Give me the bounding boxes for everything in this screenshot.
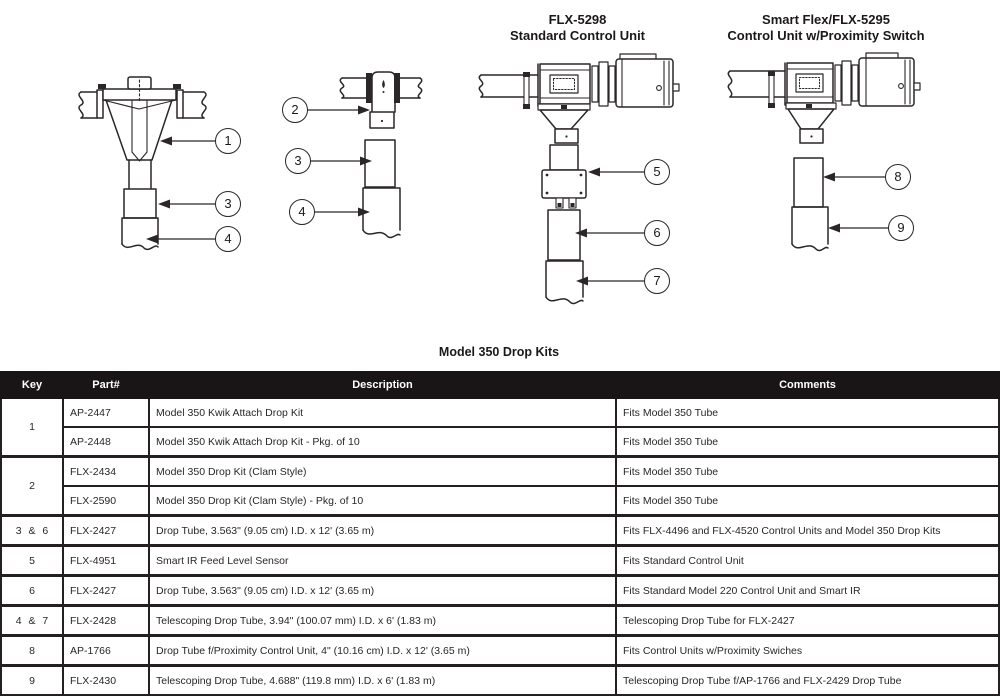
callout-8: 8 <box>885 164 911 190</box>
callout-6: 6 <box>644 220 670 246</box>
comments-cell: Fits Model 350 Tube <box>616 427 999 457</box>
column-header-key: Key <box>1 372 63 398</box>
comments-cell: Fits Standard Model 220 Control Unit and Smart IR <box>616 576 999 606</box>
callout-arrows <box>146 106 888 286</box>
diagram-title-line1: Smart Flex/FLX-5295 <box>762 12 890 27</box>
column-header-description: Description <box>149 372 616 398</box>
diagram-clam-style-drop-kit <box>340 72 421 238</box>
key-cell: 8 <box>1 636 63 666</box>
part-cell: AP-1766 <box>63 636 149 666</box>
description-cell: Model 350 Drop Kit (Clam Style) - Pkg. of 10 <box>149 486 616 516</box>
description-cell: Drop Tube f/Proximity Control Unit, 4" (10.16 cm) I.D. x 12' (3.65 m) <box>149 636 616 666</box>
table-row <box>1 606 999 636</box>
diagram-kwik-attach-drop-kit <box>79 77 206 249</box>
table-row <box>1 576 999 606</box>
part-cell: AP-2447 <box>63 398 149 427</box>
drop-kit-diagrams <box>0 0 998 345</box>
comments-cell: Fits Model 350 Tube <box>616 486 999 516</box>
part-cell: FLX-2590 <box>63 486 149 516</box>
comments-cell: Fits FLX-4496 and FLX-4520 Control Units and Model 350 Drop Kits <box>616 516 999 546</box>
callout-9: 9 <box>888 215 914 241</box>
key-cell: 5 <box>1 546 63 576</box>
callout-3-kit2: 3 <box>285 148 311 174</box>
column-header-part: Part# <box>63 372 149 398</box>
comments-cell: Fits Model 350 Tube <box>616 398 999 427</box>
comments-cell: Telescoping Drop Tube for FLX-2427 <box>616 606 999 636</box>
part-cell: FLX-2428 <box>63 606 149 636</box>
diagram-title-proximity-control-unit <box>698 12 954 44</box>
key-cell: 3 & 6 <box>1 516 63 546</box>
table-title: Model 350 Drop Kits <box>438 345 560 359</box>
comments-cell: Fits Control Units w/Proximity Swiches <box>616 636 999 666</box>
comments-cell: Fits Standard Control Unit <box>616 546 999 576</box>
key-cell: 4 & 7 <box>1 606 63 636</box>
description-cell: Telescoping Drop Tube, 3.94" (100.07 mm) I.D. x 6' (1.83 m) <box>149 606 616 636</box>
part-cell: FLX-2434 <box>63 457 149 487</box>
callout-4-kit2: 4 <box>289 199 315 225</box>
description-cell: Drop Tube, 3.563" (9.05 cm) I.D. x 12' (3.65 m) <box>149 516 616 546</box>
callout-5: 5 <box>644 159 670 185</box>
diagram-title-standard-control-unit <box>460 12 695 44</box>
part-cell: FLX-2427 <box>63 576 149 606</box>
callout-2: 2 <box>282 97 308 123</box>
callout-1: 1 <box>215 128 241 154</box>
table-row <box>1 516 999 546</box>
description-cell: Model 350 Kwik Attach Drop Kit <box>149 398 616 427</box>
table-row <box>1 457 999 487</box>
callout-4-kit1: 4 <box>215 226 241 252</box>
part-cell: FLX-2427 <box>63 516 149 546</box>
key-cell: 1 <box>1 398 63 457</box>
table-row <box>1 666 999 696</box>
table-row <box>1 486 999 516</box>
key-cell: 2 <box>1 457 63 516</box>
key-cell: 6 <box>1 576 63 606</box>
description-cell: Telescoping Drop Tube, 4.688" (119.8 mm) I.D. x 6' (1.83 m) <box>149 666 616 696</box>
part-cell: AP-2448 <box>63 427 149 457</box>
diagram-title-line2: Standard Control Unit <box>509 28 646 43</box>
comments-cell: Fits Model 350 Tube <box>616 457 999 487</box>
column-header-comments: Comments <box>616 372 999 398</box>
description-cell: Smart IR Feed Level Sensor <box>149 546 616 576</box>
description-cell: Model 350 Drop Kit (Clam Style) <box>149 457 616 487</box>
callout-3-kit1: 3 <box>215 191 241 217</box>
header-row <box>1 372 999 398</box>
callout-7: 7 <box>644 268 670 294</box>
drop-kits-table <box>0 371 1000 696</box>
diagram-title-line2: Control Unit w/Proximity Switch <box>727 28 925 43</box>
description-cell: Drop Tube, 3.563" (9.05 cm) I.D. x 12' (3.65 m) <box>149 576 616 606</box>
part-cell: FLX-2430 <box>63 666 149 696</box>
description-cell: Model 350 Kwik Attach Drop Kit - Pkg. of 10 <box>149 427 616 457</box>
part-cell: FLX-4951 <box>63 546 149 576</box>
diagram-title-line1: FLX-5298 <box>548 12 607 27</box>
key-cell: 9 <box>1 666 63 696</box>
table-row <box>1 546 999 576</box>
table-row <box>1 398 999 427</box>
table-row <box>1 636 999 666</box>
comments-cell: Telescoping Drop Tube f/AP-1766 and FLX-2429 Drop Tube <box>616 666 999 696</box>
table-row <box>1 427 999 457</box>
